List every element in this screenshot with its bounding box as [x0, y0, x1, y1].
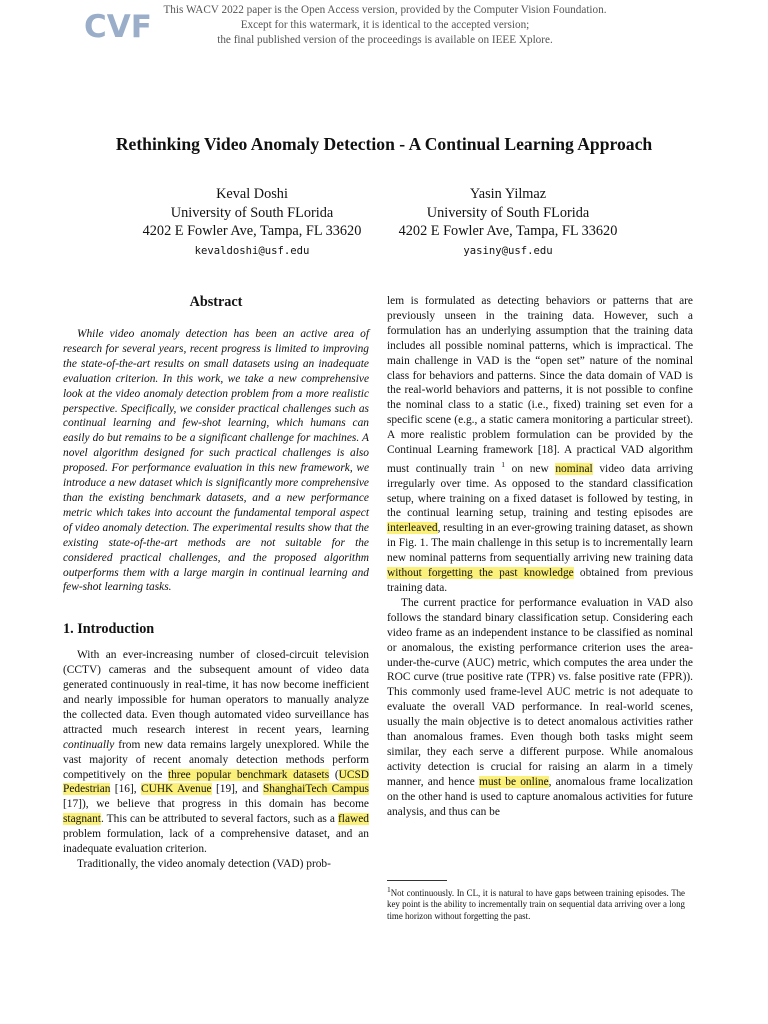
text-run: obtained from previous training data.	[387, 567, 693, 595]
footnote-rule	[387, 880, 447, 881]
footnote-marker[interactable]: 1	[501, 459, 505, 469]
author-email[interactable]: yasiny@usf.edu	[463, 244, 553, 257]
author-block-2	[368, 185, 648, 261]
text-run: on new	[505, 462, 556, 475]
highlight[interactable]: stagnant	[63, 813, 101, 826]
text-run: , resulting in an ever-growing training dataset, as shown in Fig. 1. The main challenge in this setup is to incrementally learn new nominal patterns from sequentially arriving new training data	[387, 522, 693, 565]
text-run: , anomalous frame localization on the other hand is used to capture anomalous activities for future analysis, and thus can be	[387, 775, 693, 818]
highlight[interactable]: must be online	[479, 775, 549, 788]
paper-title: Rethinking Video Anomaly Detection - A Continual Learning Approach	[115, 134, 653, 154]
highlight[interactable]: without forgetting the past knowledge	[387, 567, 574, 580]
italic-run: continually	[63, 738, 115, 751]
intro-paragraph-1	[63, 648, 369, 857]
introduction-heading: 1. Introduction	[63, 621, 155, 638]
text-run: The current practice for performance evaluation in VAD also follows the standard binary classification setup. Considering each video frame as an independent instance to be classified as nominal or anomalous, the existing performance criterion uses the area-under-the-curve (AUC) metric, which computes the area under the ROC curve (true positive rate (TPR) vs. false positive rate (FPR)). This commonly used frame-level AUC metric is not adequate to evaluate the overall VAD performance. In real-world scenes, usually the main objective is to detect anomalous activities rather than anomalous frames. Even though both tasks might seem similar, they each serve a different purpose. While anomalous activity detection is crucial for raising an alarm in a timely manner, and hence	[387, 596, 693, 788]
intro-paragraph-2-start: Traditionally, the video anomaly detection (VAD) prob-	[77, 858, 331, 870]
watermark-line: This WACV 2022 paper is the Open Access version, provided by the Computer Vision Foundation.	[163, 4, 607, 16]
abstract-heading: Abstract	[189, 294, 243, 310]
author-name: Keval Doshi	[216, 186, 288, 202]
footnote-mark: 1	[387, 885, 391, 894]
text-run: . This can be attributed to several factors, such as a	[100, 813, 338, 826]
highlight[interactable]: nominal	[555, 462, 593, 475]
intro-paragraph-3	[387, 596, 693, 820]
author-affiliation: University of South FLorida	[426, 204, 590, 221]
author-address: 4202 E Fowler Ave, Tampa, FL 33620	[142, 223, 362, 239]
watermark-line: Except for this watermark, it is identical to the accepted version;	[240, 19, 530, 31]
footnote	[387, 884, 685, 922]
open-access-watermark	[150, 3, 620, 48]
text-run: problem formulation, lack of a comprehensive dataset, and an inadequate evaluation criterion.	[63, 828, 369, 856]
left-column	[63, 294, 369, 872]
text-run: from new data remains largely unexplored. While the vast majority of recent anomaly detection methods perform competitively on the	[63, 738, 369, 781]
cvf-logo	[84, 6, 152, 45]
highlight[interactable]: three popular benchmark datasets	[167, 768, 330, 781]
author-affiliation: University of South FLorida	[170, 204, 334, 221]
highlight[interactable]: ShanghaiTech Campus	[262, 783, 369, 796]
highlight[interactable]: CUHK Avenue	[141, 783, 212, 796]
author-address: 4202 E Fowler Ave, Tampa, FL 33620	[398, 223, 618, 239]
highlight[interactable]: interleaved	[387, 522, 438, 535]
text-run: video data arriving irregularly over time. As opposed to the standard classification setup, where training on a fixed dataset is followed by testing, in the continual learning setup, training and testing episodes are	[387, 462, 693, 520]
author-name: Yasin Yilmaz	[469, 186, 547, 202]
text-run: [19], and	[211, 783, 263, 796]
text-run: lem is formulated as detecting behaviors or patterns that are previously unseen in the training data. However, such a formulation has an underlying assumption that the training data includes all possible nominal patterns, which is impractical. The main challenge in VAD is the “open set” nature of the nominal class for behaviors and patterns. Since the data domain of VAD is the real-world behaviors and patterns, it is not possible to confine the nominal class to a static (i.e., fixed) training set even for a specific scene (e.g., a static camera monitoring a particular street). A more realistic problem formulation can be provided by the Continual Learning framework [18]. A practical VAD algorithm must continually train	[387, 295, 693, 475]
watermark-line: the final published version of the proceedings is available on IEEE Xplore.	[217, 34, 553, 46]
text-run: [16],	[110, 783, 141, 796]
text-run: (	[329, 768, 339, 781]
text-run: [17]), we believe that progress in this domain has become	[63, 798, 369, 811]
cvf-logo-text: CVF	[84, 9, 152, 45]
footnote-text: Not continuously. In CL, it is natural to have gaps between training episodes. The key point is the ability to incrementally train on sequential data arriving over a long time horizon without forgetting the past.	[387, 887, 685, 921]
intro-paragraph-2	[387, 294, 693, 596]
highlight[interactable]: flawed	[338, 813, 369, 826]
text-run: With an ever-increasing number of closed-circuit television (CCTV) cameras and the subsequent amount of video data generated continuously in real-time, it has now become inefficient and nearly impossible for human operators to manually analyze the collected data. Even though automated video surveillance has attracted much research interest in recent years, learning	[63, 649, 369, 736]
author-block-1	[112, 185, 392, 261]
abstract-text: While video anomaly detection has been an active area of research for several years, recent progress is limited to improving the state-of-the-art results on small datasets using an inadequate evaluation criterion. In this work, we take a new comprehensive look at the video anomaly detection problem from a more realistic perspective. Specifically, we consider practical challenges such as continual learning and few-shot learning, which humans can easily do but remains to be a significant challenge for machines. A novel algorithm designed for such practical challenges is also proposed. For performance evaluation in this new framework, we introduce a new dataset which is significantly more comprehensive than the existing benchmark datasets, and a new performance metric which takes into account the fundamental temporal aspect of video anomaly detection. The experimental results show that the existing state-of-the-art methods are not suitable for the considered practical challenges, and the proposed algorithm outperforms them with a large margin in continual learning and few-shot learning tasks.	[63, 328, 369, 594]
right-column	[387, 294, 693, 820]
highlight[interactable]: UCSD Pedestrian	[63, 768, 370, 796]
author-email[interactable]: kevaldoshi@usf.edu	[194, 244, 310, 257]
